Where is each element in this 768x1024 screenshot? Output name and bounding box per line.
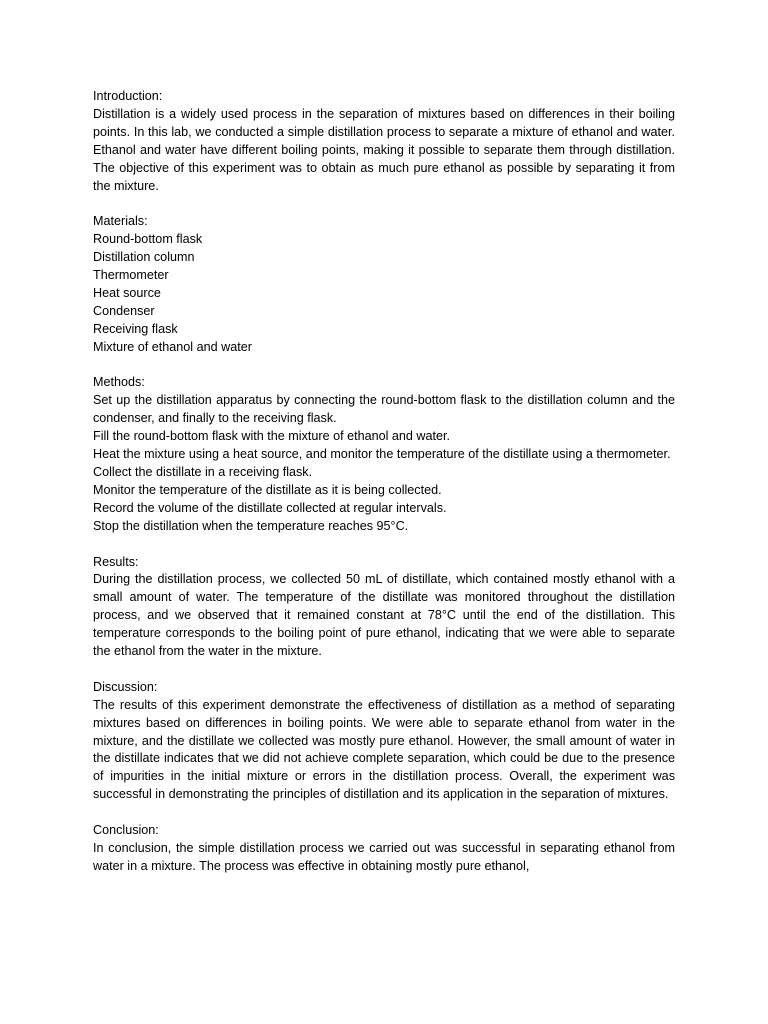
methods-step: Fill the round-bottom flask with the mixture of ethanol and water. xyxy=(93,429,451,444)
methods-step: Record the volume of the distillate collected at regular intervals. xyxy=(93,500,447,515)
discussion-heading: Discussion: xyxy=(93,679,158,694)
methods-step: Monitor the temperature of the distillate as it is being collected. xyxy=(93,482,442,497)
discussion-section xyxy=(93,679,675,804)
materials-item: Mixture of ethanol and water xyxy=(93,339,252,354)
results-heading: Results: xyxy=(93,554,139,569)
materials-item: Thermometer xyxy=(93,268,169,283)
methods-heading: Methods: xyxy=(93,375,145,390)
methods-step: Stop the distillation when the temperature reaches 95°C. xyxy=(93,518,409,533)
document-page xyxy=(93,88,675,894)
introduction-body: Distillation is a widely used process in the separation of mixtures based on differences in their boiling points. In this lab, we conducted a simple distillation process to separate a mixture of ethanol and water. Ethanol and water have different boiling points, making it possible to separate them through distillation. The objective of this experiment was to obtain as much pure ethanol as possible by separating it from the mixture. xyxy=(93,106,675,193)
discussion-body: The results of this experiment demonstrate the effectiveness of distillation as a method of separating mixtures based on differences in boiling points. We were able to separate ethanol from water in the mixture, and the distillate we collected was mostly pure ethanol. However, the small amount of water in the distillate indicates that we did not achieve complete separation, which could be due to the presence of impurities in the initial mixture or errors in the distillation process. Overall, the experiment was successful in demonstrating the principles of distillation and its application in the separation of mixtures. xyxy=(93,697,675,802)
materials-heading: Materials: xyxy=(93,214,148,229)
materials-item: Receiving flask xyxy=(93,321,178,336)
materials-item: Heat source xyxy=(93,285,161,300)
materials-item: Distillation column xyxy=(93,250,195,265)
introduction-heading: Introduction: xyxy=(93,89,163,103)
conclusion-section xyxy=(93,822,675,876)
results-section xyxy=(93,554,675,661)
materials-section xyxy=(93,213,675,356)
methods-section xyxy=(93,374,675,535)
materials-item: Condenser xyxy=(93,303,155,318)
conclusion-heading: Conclusion: xyxy=(93,823,159,838)
methods-step: Heat the mixture using a heat source, and monitor the temperature of the distillate using a thermometer. xyxy=(93,447,671,462)
methods-step: Set up the distillation apparatus by connecting the round-bottom flask to the distillation column and the condenser, and finally to the receiving flask. xyxy=(93,393,675,426)
materials-item: Round-bottom flask xyxy=(93,232,203,247)
methods-step: Collect the distillate in a receiving flask. xyxy=(93,465,313,479)
conclusion-body: In conclusion, the simple distillation process we carried out was successful in separating ethanol from water in a mixture. The process was effective in obtaining mostly pure ethanol, xyxy=(93,840,675,873)
introduction-section xyxy=(93,88,675,195)
results-body: During the distillation process, we collected 50 mL of distillate, which contained mostly ethanol with a small amount of water. The temperature of the distillate was monitored throughout the distillation process, and we observed that it remained constant at 78°C until the end of the distillation. This temperature corresponds to the boiling point of pure ethanol, indicating that we were able to separate the ethanol from the water in the mixture. xyxy=(93,572,675,659)
